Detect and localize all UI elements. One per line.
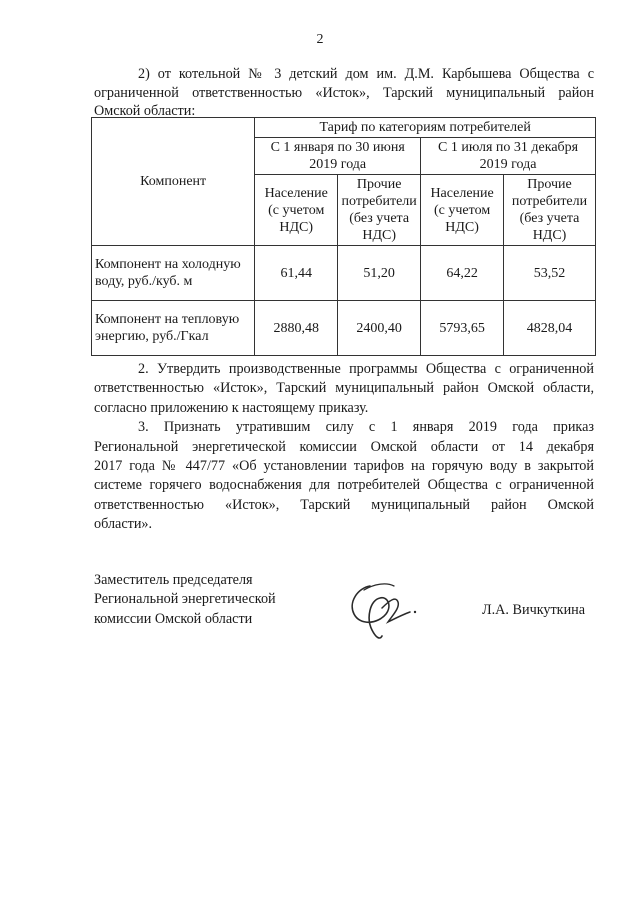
table-cell: 4828,04	[504, 301, 596, 356]
paragraph-3-line: 3. Признать утратившим силу с 1 января 2019 года приказ	[138, 419, 594, 436]
table-cell: 2400,40	[338, 301, 421, 356]
signer-name: Л.А. Вичкуткина	[482, 602, 586, 618]
signer-title-line: комиссии Омской области	[94, 610, 253, 627]
population-header: Население (с учетом НДС)	[421, 175, 504, 246]
table-cell: 2880,48	[255, 301, 338, 356]
table-cell: 51,20	[338, 246, 421, 301]
paragraph-2-line: 2. Утвердить производственные программы Общества с ограниченной	[138, 361, 594, 377]
paragraph-2-line: ответственностью «Исток», Тарский муниципальный район Омской области,	[94, 380, 594, 397]
period-2-header: С 1 июля по 31 декабря 2019 года	[421, 138, 596, 175]
paragraph-3-line: системе горячего водоснабжения для потребителей Общества с ограниченной	[94, 477, 594, 494]
intro-line: 2) от котельной № 3 детский дом им. Д.М. Карбышева Общества с	[138, 66, 594, 82]
paragraph-3-line: Региональной энергетической комиссии Омской области от 14 декабря	[94, 438, 594, 455]
paragraph-3-line: 2017 года № 447/77 «Об установлении тарифов на горячую воду в закрытой	[94, 458, 594, 475]
table-cell: 61,44	[255, 246, 338, 301]
intro-line: ограниченной ответственностью «Исток», Тарский муниципальный район	[94, 84, 594, 101]
signer-title-line: Региональной энергетической	[94, 591, 276, 608]
paragraph-3-line: ответственностью «Исток», Тарский муниципальный район Омской	[94, 496, 594, 513]
table-cell: 5793,65	[421, 301, 504, 356]
table-row	[92, 246, 596, 301]
intro-line: Омской области:	[94, 103, 196, 120]
component-header: Компонент	[92, 118, 255, 246]
paragraph-3-line: области».	[94, 516, 153, 533]
period-1-header: С 1 января по 30 июня 2019 года	[255, 138, 421, 175]
paragraph-2-line: согласно приложению к настоящему приказу.	[94, 399, 369, 416]
table-row	[92, 301, 596, 356]
signer-title	[94, 571, 276, 629]
intro-paragraph	[94, 65, 594, 121]
population-header: Население (с учетом НДС)	[255, 175, 338, 246]
tariff-table	[91, 117, 596, 356]
row-label: Компонент на тепловую энергию, руб./Гкал	[92, 301, 255, 356]
table-cell: 53,52	[504, 246, 596, 301]
row-label: Компонент на холодную воду, руб./куб. м	[92, 246, 255, 301]
other-consumers-header: Прочие потребители (без учета НДС)	[504, 175, 596, 246]
body-text	[94, 360, 594, 535]
table-cell: 64,22	[421, 246, 504, 301]
tariff-group-header: Тариф по категориям потребителей	[255, 118, 596, 138]
signer-title-line: Заместитель председателя	[94, 572, 253, 588]
page-number: 2	[316, 32, 324, 47]
handwritten-signature	[340, 578, 430, 642]
other-consumers-header: Прочие потребители (без учета НДС)	[338, 175, 421, 246]
